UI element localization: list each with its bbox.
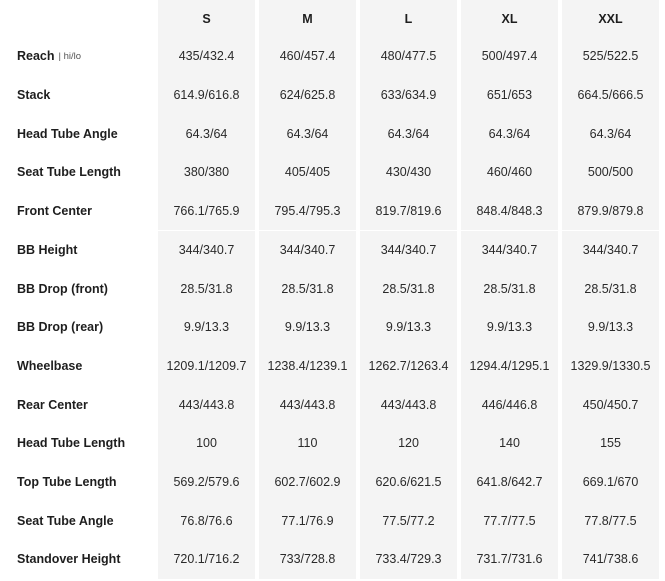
size-header-l: L xyxy=(360,0,457,38)
value-cell-m: 28.5/31.8 xyxy=(259,269,356,308)
value-cell-xxl: 9.9/13.3 xyxy=(562,308,659,347)
value-cell-m: 344/340.7 xyxy=(259,231,356,270)
size-header-xxl: XXL xyxy=(562,0,659,38)
value-cell-s: 76.8/76.6 xyxy=(158,501,255,540)
value-cell-l: 120 xyxy=(360,424,457,463)
value-cell-xl: 140 xyxy=(461,424,558,463)
row-label-text: Wheelbase xyxy=(17,358,83,373)
size-header-xl: XL xyxy=(461,0,558,38)
value-cell-l: 344/340.7 xyxy=(360,231,457,270)
value-cell-xxl: 500/500 xyxy=(562,153,659,192)
value-cell-xl: 460/460 xyxy=(461,153,558,192)
value-cell-l: 64.3/64 xyxy=(360,114,457,153)
value-cell-m: 443/443.8 xyxy=(259,385,356,424)
value-cell-xl: 651/653 xyxy=(461,76,558,115)
value-cell-m: 77.1/76.9 xyxy=(259,501,356,540)
value-cell-xxl: 28.5/31.8 xyxy=(562,269,659,308)
value-cell-xl: 848.4/848.3 xyxy=(461,192,558,231)
row-label xyxy=(0,308,158,347)
value-cell-m: 1238.4/1239.1 xyxy=(259,347,356,386)
row-label-text: Front Center xyxy=(17,204,92,219)
value-cell-s: 28.5/31.8 xyxy=(158,269,255,308)
value-cell-m: 9.9/13.3 xyxy=(259,308,356,347)
table-row xyxy=(0,540,665,579)
row-label xyxy=(0,269,158,308)
table-row xyxy=(0,385,665,424)
row-label xyxy=(0,424,158,463)
table-row xyxy=(0,308,665,347)
size-header-row xyxy=(0,0,665,38)
row-label-suffix: | hi/lo xyxy=(58,50,82,62)
table-row xyxy=(0,37,665,76)
value-cell-s: 443/443.8 xyxy=(158,385,255,424)
table-row xyxy=(0,347,665,386)
value-cell-xl: 9.9/13.3 xyxy=(461,308,558,347)
value-cell-l: 1262.7/1263.4 xyxy=(360,347,457,386)
table-row xyxy=(0,231,665,270)
row-label xyxy=(0,76,158,115)
value-cell-xl: 64.3/64 xyxy=(461,114,558,153)
value-cell-xxl: 64.3/64 xyxy=(562,114,659,153)
row-label xyxy=(0,114,158,153)
value-cell-m: 460/457.4 xyxy=(259,37,356,76)
row-label xyxy=(0,385,158,424)
row-label-text: BB Drop (front) xyxy=(17,281,108,296)
row-label-text: Seat Tube Length xyxy=(17,165,121,180)
row-label-text: Head Tube Angle xyxy=(17,126,118,141)
value-cell-xl: 731.7/731.6 xyxy=(461,540,558,579)
table-row xyxy=(0,463,665,502)
value-cell-xl: 641.8/642.7 xyxy=(461,463,558,502)
value-cell-xxl: 525/522.5 xyxy=(562,37,659,76)
row-label xyxy=(0,153,158,192)
value-cell-xl: 446/446.8 xyxy=(461,385,558,424)
value-cell-m: 795.4/795.3 xyxy=(259,192,356,231)
value-cell-xxl: 450/450.7 xyxy=(562,385,659,424)
value-cell-xxl: 344/340.7 xyxy=(562,231,659,270)
value-cell-m: 64.3/64 xyxy=(259,114,356,153)
table-row xyxy=(0,153,665,192)
table-row xyxy=(0,269,665,308)
table-row xyxy=(0,424,665,463)
row-label-text: Head Tube Length xyxy=(17,436,126,451)
row-label xyxy=(0,501,158,540)
size-header-m: M xyxy=(259,0,356,38)
value-cell-xxl: 669.1/670 xyxy=(562,463,659,502)
value-cell-m: 602.7/602.9 xyxy=(259,463,356,502)
row-label xyxy=(0,192,158,231)
row-label-text: Seat Tube Angle xyxy=(17,513,114,528)
value-cell-s: 766.1/765.9 xyxy=(158,192,255,231)
row-label xyxy=(0,37,158,76)
value-cell-s: 569.2/579.6 xyxy=(158,463,255,502)
value-cell-xxl: 879.9/879.8 xyxy=(562,192,659,231)
value-cell-m: 405/405 xyxy=(259,153,356,192)
value-cell-s: 9.9/13.3 xyxy=(158,308,255,347)
value-cell-s: 435/432.4 xyxy=(158,37,255,76)
value-cell-m: 624/625.8 xyxy=(259,76,356,115)
row-label-text: BB Drop (rear) xyxy=(17,320,104,335)
value-cell-m: 110 xyxy=(259,424,356,463)
value-cell-xl: 344/340.7 xyxy=(461,231,558,270)
row-label-text: Rear Center xyxy=(17,397,88,412)
header-corner-cell xyxy=(0,0,158,38)
value-cell-l: 9.9/13.3 xyxy=(360,308,457,347)
value-cell-xxl: 664.5/666.5 xyxy=(562,76,659,115)
value-cell-xl: 77.7/77.5 xyxy=(461,501,558,540)
value-cell-s: 64.3/64 xyxy=(158,114,255,153)
value-cell-xxl: 77.8/77.5 xyxy=(562,501,659,540)
row-label-text: Top Tube Length xyxy=(17,475,117,490)
value-cell-s: 100 xyxy=(158,424,255,463)
row-label-text: Reach xyxy=(17,49,55,64)
value-cell-s: 720.1/716.2 xyxy=(158,540,255,579)
value-cell-s: 1209.1/1209.7 xyxy=(158,347,255,386)
table-row xyxy=(0,192,665,231)
value-cell-xxl: 155 xyxy=(562,424,659,463)
value-cell-l: 28.5/31.8 xyxy=(360,269,457,308)
table-row xyxy=(0,114,665,153)
row-label xyxy=(0,231,158,270)
value-cell-xxl: 1329.9/1330.5 xyxy=(562,347,659,386)
value-cell-xl: 28.5/31.8 xyxy=(461,269,558,308)
value-cell-l: 819.7/819.6 xyxy=(360,192,457,231)
value-cell-s: 614.9/616.8 xyxy=(158,76,255,115)
size-header-s: S xyxy=(158,0,255,38)
value-cell-s: 380/380 xyxy=(158,153,255,192)
row-label-text: Standover Height xyxy=(17,552,121,567)
value-cell-s: 344/340.7 xyxy=(158,231,255,270)
row-label xyxy=(0,463,158,502)
row-label-text: BB Height xyxy=(17,242,78,257)
row-label xyxy=(0,347,158,386)
value-cell-xl: 1294.4/1295.1 xyxy=(461,347,558,386)
table-row xyxy=(0,76,665,115)
value-cell-xxl: 741/738.6 xyxy=(562,540,659,579)
value-cell-l: 430/430 xyxy=(360,153,457,192)
value-cell-l: 443/443.8 xyxy=(360,385,457,424)
value-cell-l: 620.6/621.5 xyxy=(360,463,457,502)
row-label-text: Stack xyxy=(17,88,51,103)
value-cell-l: 77.5/77.2 xyxy=(360,501,457,540)
value-cell-l: 633/634.9 xyxy=(360,76,457,115)
value-cell-l: 480/477.5 xyxy=(360,37,457,76)
table-row xyxy=(0,501,665,540)
value-cell-l: 733.4/729.3 xyxy=(360,540,457,579)
value-cell-xl: 500/497.4 xyxy=(461,37,558,76)
row-label xyxy=(0,540,158,579)
value-cell-m: 733/728.8 xyxy=(259,540,356,579)
